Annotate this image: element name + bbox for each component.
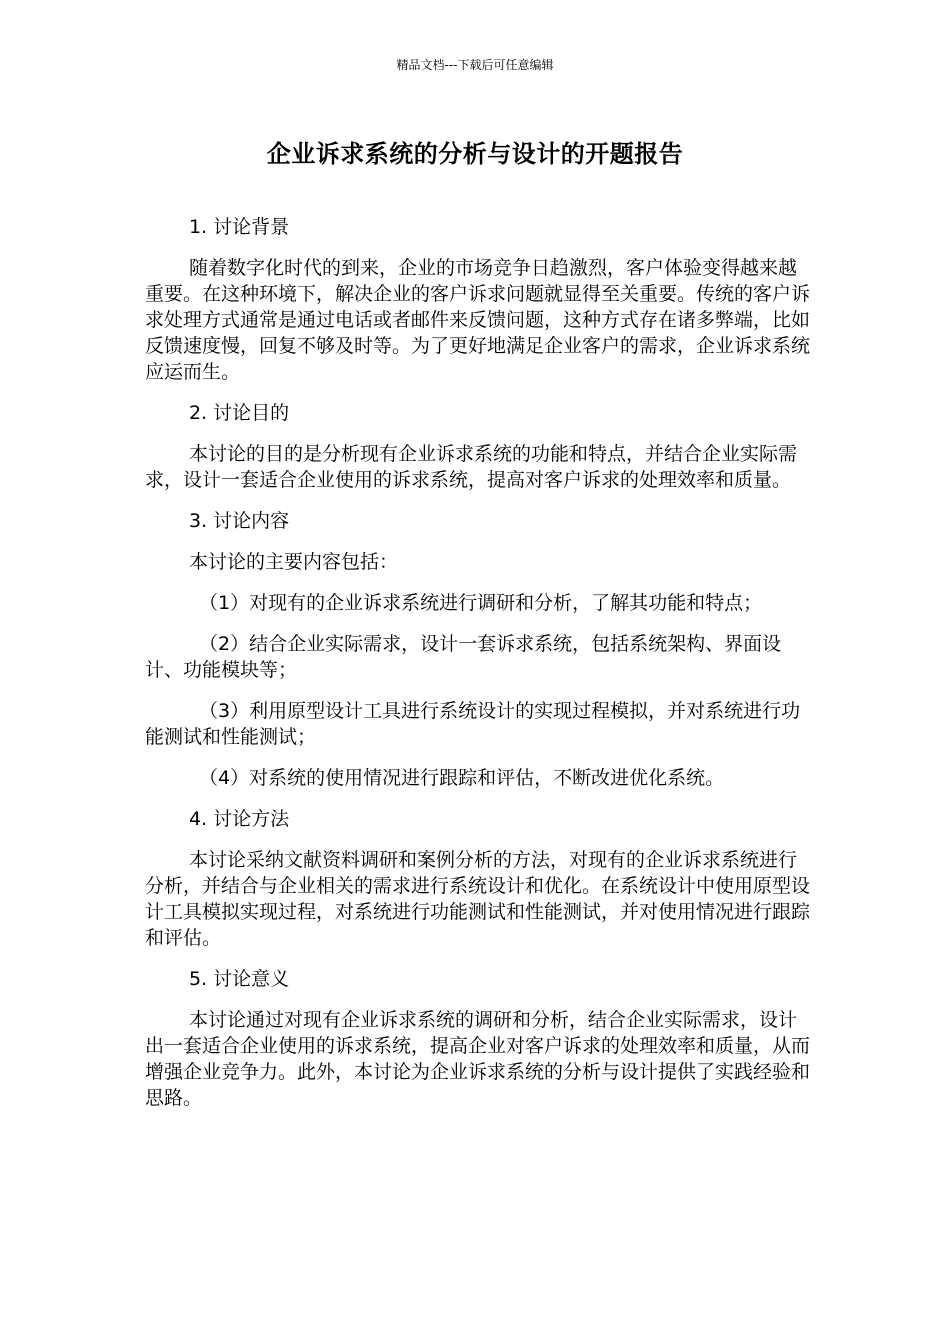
section-heading-background: 1. 讨论背景 bbox=[189, 216, 290, 238]
paragraph-significance: 本讨论通过对现有企业诉求系统的调研和分析，结合企业实际需求，设计出一套适合企业使用的诉求系统，提高企业对客户诉求的处理效率和质量，从而增强企业竞争力。此外，本讨论为企业诉求系统的分析与设计提供了实践经验和思路。 bbox=[145, 1009, 811, 1109]
paragraph-method: 本讨论采纳文献资料调研和案例分析的方法，对现有的企业诉求系统进行分析，并结合与企业相关的需求进行系统设计和优化。在系统设计中使用原型设计工具模拟实现过程，对系统进行功能测试和性能测试，并对使用情况进行跟踪和评估。 bbox=[145, 849, 811, 949]
paragraph-purpose: 本讨论的目的是分析现有企业诉求系统的功能和特点，并结合企业实际需求，设计一套适合企业使用的诉求系统，提高对客户诉求的处理效率和质量。 bbox=[145, 443, 798, 491]
list-item: （3）利用原型设计工具进行系统设计的实现过程模拟，并对系统进行功能测试和性能测试； bbox=[145, 700, 801, 748]
document-body bbox=[145, 214, 810, 1126]
list-item: （4）对系统的使用情况进行跟踪和评估，不断改进优化系统。 bbox=[199, 767, 725, 789]
section-heading-significance: 5. 讨论意义 bbox=[189, 968, 290, 990]
section-heading-content: 3. 讨论内容 bbox=[189, 510, 290, 532]
section-heading-purpose: 2. 讨论目的 bbox=[189, 402, 290, 424]
page-header: 精品文档---下载后可任意编辑 bbox=[396, 58, 554, 72]
paragraph-background: 随着数字化时代的到来，企业的市场竞争日趋激烈，客户体验变得越来越重要。在这种环境下，解决企业的客户诉求问题就显得至关重要。传统的客户诉求处理方式通常是通过电话或者邮件来反馈问题，这种方式存在诸多弊端，比如反馈速度慢，回复不够及时等。为了更好地满足企业客户的需求，企业诉求系统应运而生。 bbox=[145, 257, 811, 383]
list-item: （2）结合企业实际需求，设计一套诉求系统，包括系统架构、界面设计、功能模块等； bbox=[145, 633, 782, 681]
section-heading-method: 4. 讨论方法 bbox=[189, 808, 290, 830]
document-title: 企业诉求系统的分析与设计的开题报告 bbox=[266, 140, 684, 168]
list-item: （1）对现有的企业诉求系统进行调研和分析，了解其功能和特点； bbox=[199, 592, 763, 614]
paragraph-content-intro: 本讨论的主要内容包括： bbox=[189, 551, 399, 573]
